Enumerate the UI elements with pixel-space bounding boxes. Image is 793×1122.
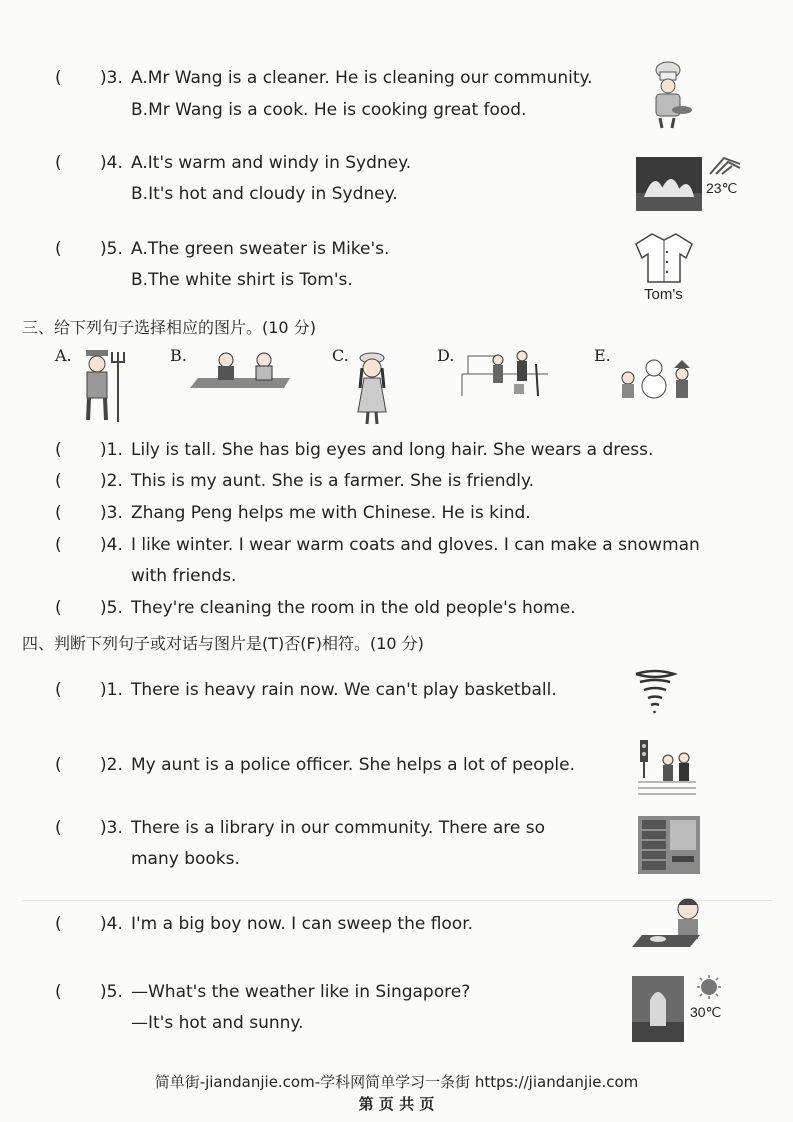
sentence-text: Lily is tall. She has big eyes and long hair. She wears a dress. [131, 440, 654, 460]
option-label-a: A. [55, 346, 72, 365]
sydney-opera-house-photo [636, 157, 702, 211]
option-a-text: A.Mr Wang is a cleaner. He is cleaning our community. [131, 68, 593, 88]
cook-picture [640, 58, 700, 130]
temperature-label: 23℃ [706, 180, 738, 196]
dialogue-question: —What's the weather like in Singapore? [131, 982, 471, 1002]
option-a-text: A.The green sweater is Mike's. [131, 239, 390, 259]
answer-paren[interactable]: ( [55, 914, 62, 934]
sentence-text: They're cleaning the room in the old people's home. [131, 598, 576, 618]
answer-paren[interactable]: ( [55, 471, 62, 491]
library-photo [638, 816, 700, 874]
answer-paren[interactable]: ( [55, 153, 62, 173]
farmer-picture [76, 346, 128, 424]
answer-paren[interactable]: ( [55, 440, 62, 460]
wind-icon [706, 154, 742, 176]
section-4-title: 四、判断下列句子或对话与图片是(T)否(F)相符。(10 分) [22, 634, 424, 653]
sentence-text: There is a library in our community. There are so [131, 818, 545, 838]
answer-paren[interactable]: ( [55, 982, 62, 1002]
tornado-icon [632, 668, 678, 714]
singapore-merlion-photo [632, 976, 684, 1042]
cleaning-room-picture [460, 350, 550, 398]
item-number: )4. [100, 153, 123, 173]
sentence-text: Zhang Peng helps me with Chinese. He is kind. [131, 503, 531, 523]
item-number: )4. [100, 535, 123, 555]
item-number: )1. [100, 440, 123, 460]
answer-paren[interactable]: ( [55, 598, 62, 618]
option-a-text: A.It's warm and windy in Sydney. [131, 153, 412, 173]
snowman-picture [614, 350, 700, 408]
sentence-text: My aunt is a police officer. She helps a lot of people. [131, 755, 575, 775]
item-number: )1. [100, 680, 123, 700]
sentence-text-continued: many books. [131, 849, 240, 869]
sentence-text: I like winter. I wear warm coats and gloves. I can make a snowman [131, 535, 700, 555]
item-number: )3. [100, 818, 123, 838]
sentence-text: This is my aunt. She is a farmer. She is friendly. [131, 471, 535, 491]
police-officer-picture [638, 738, 698, 796]
boy-at-table-picture [630, 893, 710, 955]
answer-paren[interactable]: ( [55, 239, 62, 259]
sentence-text: I'm a big boy now. I can sweep the floor. [131, 914, 474, 934]
option-label-e: E. [594, 346, 611, 365]
option-label-d: D. [437, 346, 455, 365]
temperature-label: 30℃ [690, 1004, 722, 1020]
answer-paren[interactable]: ( [55, 68, 62, 88]
tall-girl-picture [352, 350, 392, 426]
helping-with-homework-picture [188, 350, 292, 396]
item-number: )3. [100, 503, 123, 523]
section-3-title: 三、给下列句子选择相应的图片。(10 分) [22, 318, 316, 337]
answer-paren[interactable]: ( [55, 755, 62, 775]
item-number: )2. [100, 755, 123, 775]
answer-paren[interactable]: ( [55, 535, 62, 555]
sentence-text-continued: with friends. [131, 566, 237, 586]
shirt-picture [634, 230, 696, 284]
option-b-text: B.The white shirt is Tom's. [131, 270, 353, 290]
option-b-text: B.Mr Wang is a cook. He is cooking great food. [131, 100, 527, 120]
option-label-c: C. [332, 346, 349, 365]
item-number: )4. [100, 914, 123, 934]
item-number: )3. [100, 68, 123, 88]
option-label-b: B. [170, 346, 187, 365]
item-number: )5. [100, 239, 123, 259]
sentence-text: There is heavy rain now. We can't play basketball. [131, 680, 557, 700]
item-number: )2. [100, 471, 123, 491]
answer-paren[interactable]: ( [55, 503, 62, 523]
answer-paren[interactable]: ( [55, 680, 62, 700]
dialogue-answer: —It's hot and sunny. [131, 1013, 304, 1033]
shirt-caption: Tom's [644, 286, 683, 303]
item-number: )5. [100, 598, 123, 618]
sun-icon [696, 974, 722, 1000]
answer-paren[interactable]: ( [55, 818, 62, 838]
option-b-text: B.It's hot and cloudy in Sydney. [131, 184, 398, 204]
watermark-footer: 简单街-jiandanjie.com-学科网简单学习一条街 https://jiandanjie.com [154, 1073, 639, 1091]
page-number: 第 页 共 页 [358, 1095, 435, 1113]
item-number: )5. [100, 982, 123, 1002]
